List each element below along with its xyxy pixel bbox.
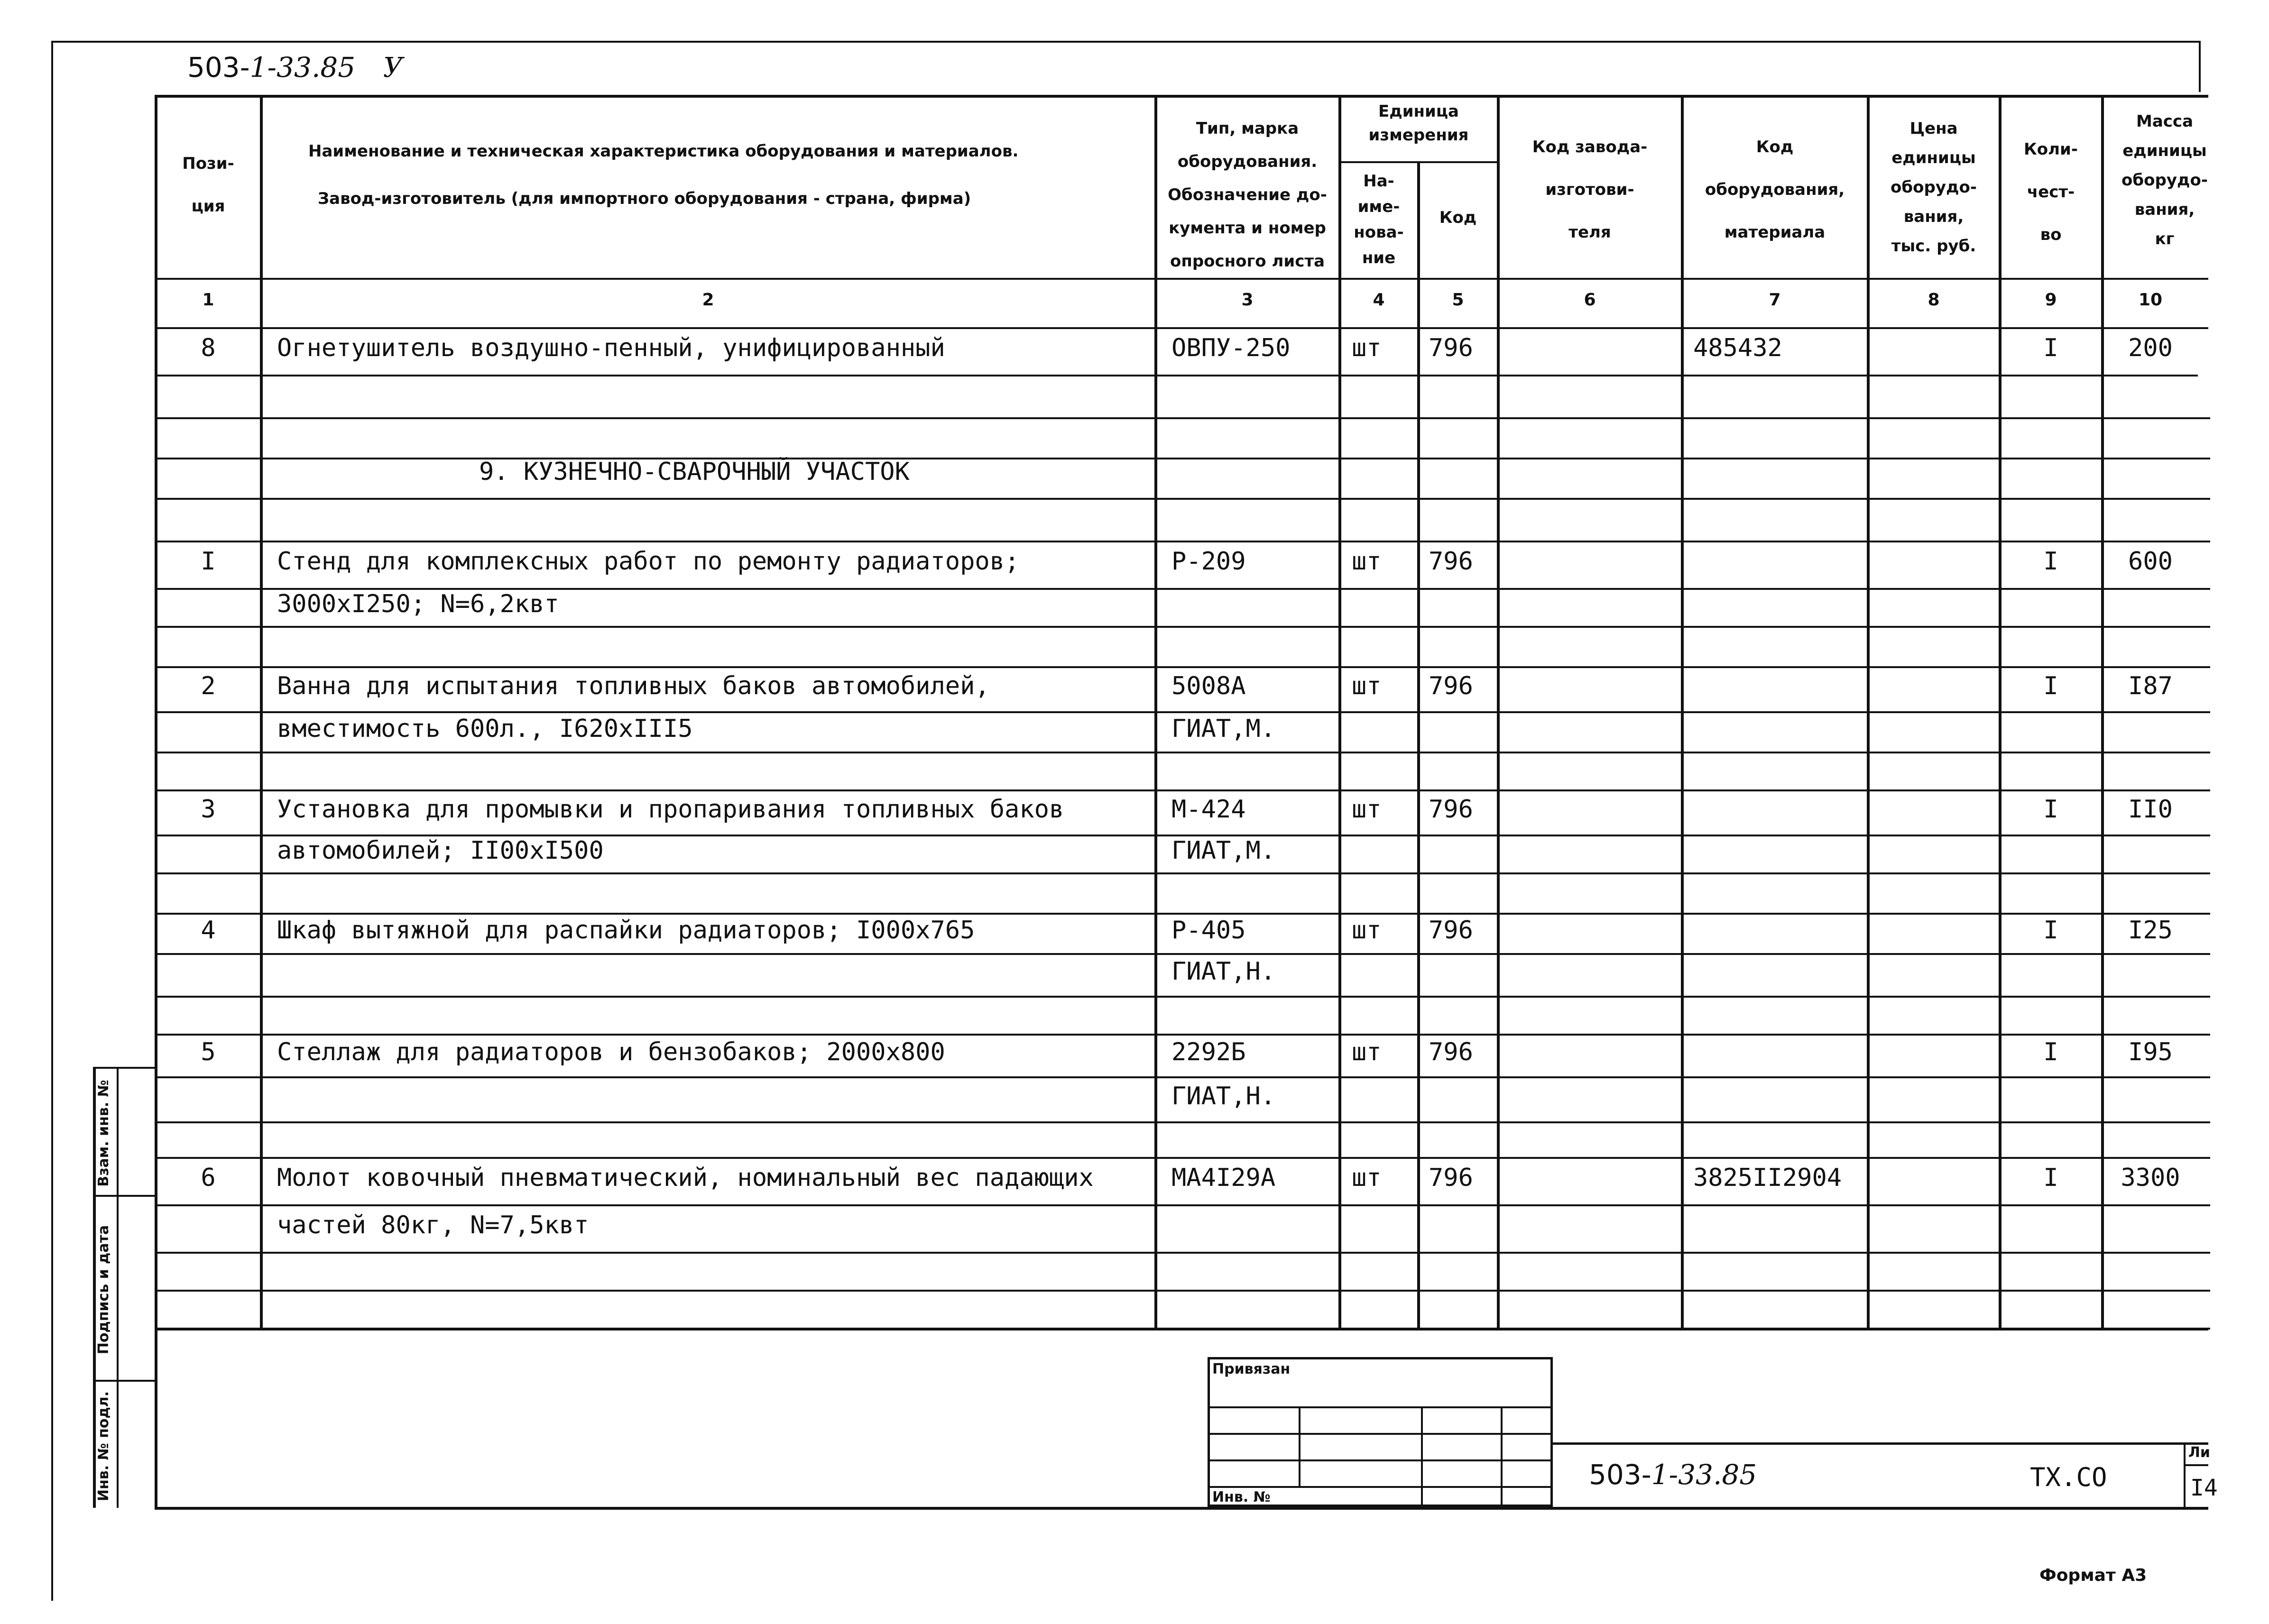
- cell-name: Молот ковочный пневматический, номинальный вес падающих: [277, 1164, 1094, 1192]
- inv-no-label: Инв. №: [1212, 1489, 1271, 1505]
- header-name-line1: Наименование и техническая характеристика оборудования и материалов.: [308, 142, 1019, 161]
- row-line: [155, 996, 2210, 998]
- colnum-1: 1: [202, 290, 214, 310]
- cell-type: 5008А: [1171, 671, 1246, 700]
- cell-type: ГИАТ,Н.: [1171, 957, 1276, 986]
- frame-top: [52, 41, 2201, 43]
- colnum-5: 5: [1452, 290, 1464, 310]
- cell-unit: шт: [1352, 1164, 1382, 1192]
- colnum-7: 7: [1769, 290, 1781, 310]
- colnum-9: 9: [2045, 290, 2057, 310]
- row-line: [155, 789, 2210, 791]
- cell-name: частей 80кг, N=7,5квт: [277, 1211, 589, 1239]
- header-unit-group: Единица измерения: [1368, 102, 1469, 145]
- page-bottom-line: [155, 1507, 2208, 1510]
- cell-code: 796: [1429, 334, 1473, 362]
- colnum-2: 2: [702, 290, 714, 310]
- cell-type: Р-405: [1171, 916, 1246, 945]
- section-title: 9. КУЗНЕЧНО-СВАРОЧНЫЙ УЧАСТОК: [479, 458, 910, 486]
- cell-unit: шт: [1352, 795, 1382, 824]
- cell-code: 796: [1429, 547, 1473, 576]
- cell-pos: 4: [201, 916, 216, 945]
- colnum-8: 8: [1928, 290, 1940, 310]
- cell-qty: I: [2043, 1164, 2058, 1192]
- colnum-3: 3: [1241, 290, 1254, 310]
- frame-right-stub: [2199, 41, 2201, 92]
- cell-name: Огнетушитель воздушно-пенный, унифицированный: [277, 334, 945, 362]
- cell-mass: I87: [2128, 671, 2173, 700]
- doc-mark: ТХ.СО: [2030, 1462, 2107, 1492]
- header-unit-code: Код: [1439, 208, 1477, 227]
- list-label: Ли: [2188, 1444, 2210, 1461]
- cell-pos: 6: [201, 1164, 216, 1192]
- row-line: [155, 1157, 2210, 1159]
- cell-mass: I95: [2128, 1038, 2173, 1066]
- cell-qty: I: [2043, 671, 2058, 700]
- title-block-top: [1553, 1442, 2208, 1445]
- cell-equip-code: 3825II2904: [1693, 1164, 1842, 1192]
- row-line: [155, 1204, 2210, 1206]
- colnum-6: 6: [1584, 290, 1596, 310]
- cell-name: вместимость 600л., I620xIII5: [277, 714, 693, 743]
- row-line: [155, 458, 2210, 459]
- row-line: [155, 541, 2210, 542]
- cell-name: автомобилей; II00xI500: [277, 836, 604, 865]
- header-factory-code: Код завода- изготови- теля: [1532, 138, 1648, 242]
- row-line: [155, 498, 2210, 500]
- cell-code: 796: [1429, 795, 1473, 824]
- cell-qty: I: [2043, 795, 2058, 824]
- cell-qty: I: [2043, 916, 2058, 945]
- header-mass: Масса единицы оборудо- вания, кг: [2121, 112, 2208, 248]
- cell-code: 796: [1429, 916, 1473, 945]
- header-bottom-line: [155, 278, 2208, 280]
- row-line: [155, 1121, 2210, 1123]
- cell-qty: I: [2043, 334, 2058, 362]
- cell-pos: 8: [201, 334, 216, 362]
- col-line-4: [1417, 161, 1420, 1328]
- privyazan-v2: [1421, 1406, 1423, 1507]
- cell-type: ГИАТ,Н.: [1171, 1082, 1276, 1110]
- side-stamp-vzam: Взам. инв. №: [95, 1080, 112, 1187]
- row-line: [155, 666, 2210, 668]
- list-number: I4: [2190, 1475, 2218, 1501]
- cell-type: МА4I29А: [1171, 1164, 1276, 1192]
- header-name-line2: Завод-изготовитель (для импортного оборудования - страна, фирма): [318, 189, 971, 208]
- colnum-10: 10: [2138, 290, 2163, 310]
- cell-type: ГИАТ,М.: [1171, 836, 1276, 865]
- cell-type: ОВПУ-250: [1171, 334, 1291, 362]
- row-line: [155, 1076, 2210, 1078]
- colnum-bottom-line: [155, 327, 2208, 329]
- title-block-list-sep: [2184, 1442, 2186, 1507]
- cell-code: 796: [1429, 1164, 1473, 1192]
- cell-name: Ванна для испытания топливных баков автомобилей,: [277, 671, 990, 700]
- cell-unit: шт: [1352, 916, 1382, 945]
- cell-qty: I: [2043, 547, 2058, 576]
- row-line: [155, 872, 2210, 874]
- cell-type: ГИАТ,М.: [1171, 714, 1276, 743]
- cell-mass: 3300: [2121, 1164, 2180, 1192]
- cell-name: Стеллаж для радиаторов и бензобаков; 2000x800: [277, 1038, 945, 1066]
- cell-mass: II0: [2128, 795, 2173, 824]
- cell-qty: I: [2043, 1038, 2058, 1066]
- header-pos: Пози- ция: [182, 154, 234, 216]
- cell-unit: шт: [1352, 547, 1382, 576]
- cell-pos: 3: [201, 795, 216, 824]
- side-stamp-mid: [117, 1067, 119, 1508]
- header-unit-name: На- име- нова- ние: [1354, 172, 1404, 267]
- row-line: [155, 626, 2210, 628]
- cell-code: 796: [1429, 1038, 1473, 1066]
- privyazan-v3: [1501, 1406, 1503, 1507]
- cell-type: М-424: [1171, 795, 1246, 824]
- format-label: Формат А3: [2039, 1566, 2147, 1585]
- privyazan-v1: [1299, 1406, 1301, 1486]
- row-line: [155, 1290, 2210, 1292]
- header-equip-code: Код оборудования, материала: [1705, 138, 1845, 242]
- cell-name: Стенд для комплексных работ по ремонту радиаторов;: [277, 547, 1020, 576]
- cell-pos: 2: [201, 671, 216, 700]
- cell-name: 3000xI250; N=6,2квт: [277, 590, 559, 618]
- side-stamp-podpis: Подпись и дата: [95, 1225, 112, 1355]
- cell-name: Установка для промывки и пропаривания топливных баков: [277, 795, 1064, 824]
- cell-unit: шт: [1352, 334, 1382, 362]
- header-price: Цена единицы оборудо- вания, тыс. руб.: [1891, 119, 1977, 256]
- cell-type: Р-209: [1171, 547, 1246, 576]
- row-line: [155, 375, 2198, 376]
- frame-left: [51, 41, 53, 1601]
- row-line: [155, 417, 2210, 419]
- table-top-line: [155, 95, 2208, 98]
- cell-unit: шт: [1352, 671, 1382, 700]
- cell-mass: 200: [2128, 334, 2173, 362]
- privyazan-label: Привязан: [1212, 1361, 1291, 1377]
- cell-unit: шт: [1352, 1038, 1382, 1066]
- cell-mass: I25: [2128, 916, 2173, 945]
- cell-pos: I: [201, 547, 216, 576]
- cell-equip-code: 485432: [1693, 334, 1782, 362]
- row-line: [155, 1252, 2210, 1254]
- cell-mass: 600: [2128, 547, 2173, 576]
- header-qty: Коли- чест- во: [2024, 140, 2078, 244]
- cell-type: 2292Б: [1171, 1038, 1246, 1066]
- cell-pos: 5: [201, 1038, 216, 1066]
- title-block-list-line: [2184, 1464, 2208, 1466]
- cell-code: 796: [1429, 671, 1473, 700]
- doc-code-bottom: 503-1-33.85: [1589, 1459, 1757, 1491]
- side-stamp-inv-podl: Инв. № подл.: [95, 1391, 112, 1502]
- row-line: [155, 1328, 2210, 1330]
- colnum-4: 4: [1373, 290, 1385, 310]
- header-type: Тип, марка оборудования. Обозначение до- кумента и номер опросного листа: [1168, 119, 1327, 271]
- cell-name: Шкаф вытяжной для распайки радиаторов; I000x765: [277, 916, 975, 945]
- doc-code-top: 503-1-33.85 У: [187, 51, 403, 83]
- unit-group-line: [1338, 161, 1497, 163]
- row-line: [155, 752, 2210, 753]
